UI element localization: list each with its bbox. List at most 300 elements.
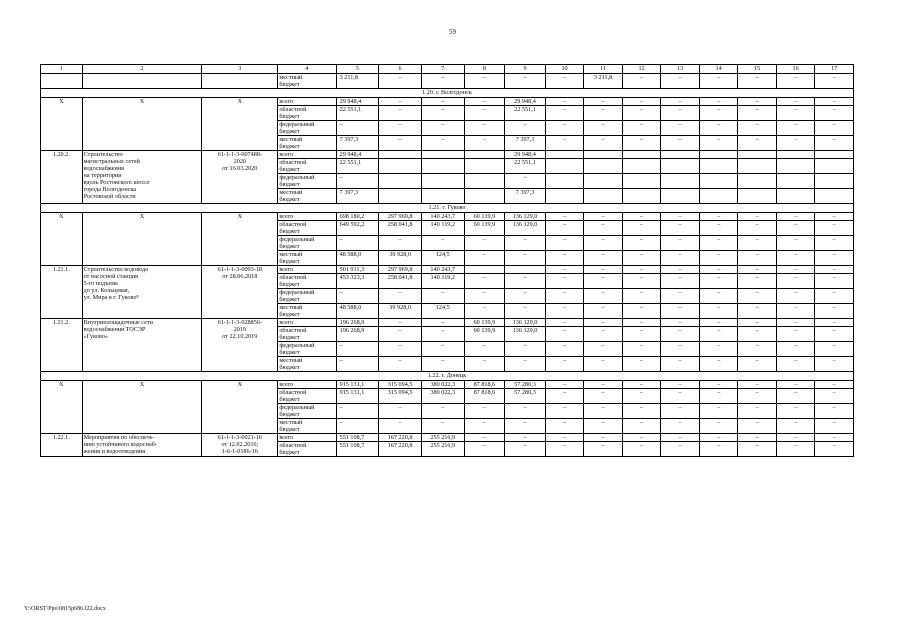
- amount-cell: –: [505, 304, 546, 319]
- funding-type: областной бюджет: [278, 159, 336, 174]
- amount-cell: [379, 159, 422, 174]
- amount-cell: –: [584, 136, 623, 151]
- amount-cell: –: [584, 419, 623, 434]
- amount-cell: [815, 174, 854, 189]
- amount-cell: –: [776, 98, 815, 106]
- amount-cell: 297 969,8: [379, 266, 422, 274]
- amount-cell: –: [661, 289, 700, 304]
- funding-type: всего: [278, 381, 336, 389]
- amount-cell: –: [379, 327, 422, 342]
- amount-cell: 196 268,9: [336, 327, 379, 342]
- amount-cell: –: [815, 442, 854, 457]
- funding-type: местный бюджет: [278, 189, 336, 204]
- amount-cell: [545, 189, 584, 204]
- amount-cell: –: [738, 236, 777, 251]
- amount-cell: –: [699, 327, 738, 342]
- column-number: 13: [661, 65, 700, 74]
- amount-cell: –: [661, 106, 700, 121]
- amount-cell: 48 588,0: [336, 251, 379, 266]
- amount-cell: 140 119,2: [421, 221, 464, 236]
- amount-cell: –: [379, 121, 422, 136]
- amount-cell: [738, 151, 777, 159]
- amount-cell: –: [661, 404, 700, 419]
- funding-type: всего: [278, 213, 336, 221]
- amount-cell: –: [545, 342, 584, 357]
- amount-cell: –: [699, 136, 738, 151]
- amount-cell: [776, 151, 815, 159]
- amount-cell: –: [815, 327, 854, 342]
- amount-cell: –: [815, 221, 854, 236]
- amount-cell: –: [545, 357, 584, 372]
- amount-cell: 136 129,0: [505, 221, 546, 236]
- amount-cell: –: [699, 319, 738, 327]
- amount-cell: –: [464, 434, 505, 442]
- amount-cell: –: [776, 342, 815, 357]
- amount-cell: –: [379, 74, 422, 89]
- amount-cell: –: [815, 319, 854, 327]
- x-marker: X: [82, 213, 202, 266]
- amount-cell: –: [545, 266, 584, 274]
- funding-type: областной бюджет: [278, 442, 336, 457]
- amount-cell: [661, 151, 700, 159]
- amount-cell: –: [464, 357, 505, 372]
- amount-cell: [622, 189, 661, 204]
- amount-cell: [776, 159, 815, 174]
- amount-cell: –: [661, 357, 700, 372]
- amount-cell: –: [661, 136, 700, 151]
- amount-cell: –: [622, 274, 661, 289]
- empty-cell: [41, 74, 83, 89]
- column-number: 17: [815, 65, 854, 74]
- amount-cell: [738, 159, 777, 174]
- amount-cell: 22 551,1: [505, 106, 546, 121]
- amount-cell: 297 969,8: [379, 213, 422, 221]
- amount-cell: 380 022,3: [421, 381, 464, 389]
- empty-cell: [82, 74, 202, 89]
- amount-cell: 258 041,8: [379, 221, 422, 236]
- amount-cell: –: [738, 213, 777, 221]
- empty-cell: [202, 74, 278, 89]
- amount-cell: [421, 189, 464, 204]
- amount-cell: –: [661, 342, 700, 357]
- amount-cell: –: [699, 274, 738, 289]
- amount-cell: 167 220,8: [379, 434, 422, 442]
- amount-cell: –: [776, 136, 815, 151]
- amount-cell: –: [738, 434, 777, 442]
- amount-cell: –: [815, 274, 854, 289]
- amount-cell: –: [622, 442, 661, 457]
- amount-cell: 29 948,4: [505, 151, 546, 159]
- amount-cell: 87 818,6: [464, 381, 505, 389]
- amount-cell: –: [661, 221, 700, 236]
- amount-cell: –: [545, 319, 584, 327]
- amount-cell: 3 211,8: [336, 74, 379, 89]
- amount-cell: –: [661, 121, 700, 136]
- amount-cell: –: [776, 106, 815, 121]
- amount-cell: –: [584, 357, 623, 372]
- amount-cell: –: [464, 342, 505, 357]
- section-total-row: [41, 381, 854, 389]
- amount-cell: 60 139,9: [464, 213, 505, 221]
- amount-cell: [661, 159, 700, 174]
- amount-cell: –: [699, 74, 738, 89]
- amount-cell: –: [622, 419, 661, 434]
- column-number: 3: [202, 65, 278, 74]
- amount-cell: –: [738, 221, 777, 236]
- x-marker: X: [202, 98, 278, 151]
- amount-cell: –: [505, 434, 546, 442]
- funding-type: местный бюджет: [278, 357, 336, 372]
- amount-cell: –: [464, 136, 505, 151]
- carryover-row: [41, 74, 854, 89]
- column-number: 2: [82, 65, 202, 74]
- x-marker: X: [82, 98, 202, 151]
- amount-cell: –: [661, 213, 700, 221]
- amount-cell: –: [622, 389, 661, 404]
- amount-cell: –: [379, 357, 422, 372]
- amount-cell: –: [336, 357, 379, 372]
- amount-cell: –: [545, 419, 584, 434]
- amount-cell: –: [815, 304, 854, 319]
- amount-cell: –: [738, 381, 777, 389]
- column-number: 10: [545, 65, 584, 74]
- amount-cell: –: [545, 434, 584, 442]
- amount-cell: 453 323,3: [336, 274, 379, 289]
- amount-cell: –: [505, 419, 546, 434]
- amount-cell: –: [622, 136, 661, 151]
- amount-cell: –: [584, 327, 623, 342]
- amount-cell: –: [776, 121, 815, 136]
- amount-cell: –: [464, 106, 505, 121]
- amount-cell: 649 592,2: [336, 221, 379, 236]
- funding-type: областной бюджет: [278, 106, 336, 121]
- amount-cell: –: [545, 389, 584, 404]
- amount-cell: –: [776, 327, 815, 342]
- amount-cell: –: [815, 251, 854, 266]
- section-title: 1.22. г. Донецк: [41, 372, 854, 381]
- amount-cell: –: [699, 98, 738, 106]
- x-marker: X: [41, 381, 83, 434]
- amount-cell: –: [622, 404, 661, 419]
- amount-cell: –: [336, 289, 379, 304]
- amount-cell: [464, 151, 505, 159]
- amount-cell: –: [584, 289, 623, 304]
- amount-cell: –: [776, 304, 815, 319]
- section-total-row: [41, 213, 854, 221]
- amount-cell: [699, 174, 738, 189]
- amount-cell: –: [505, 342, 546, 357]
- amount-cell: [421, 174, 464, 189]
- amount-cell: –: [738, 136, 777, 151]
- column-number: 11: [584, 65, 623, 74]
- amount-cell: –: [661, 419, 700, 434]
- amount-cell: [584, 174, 623, 189]
- amount-cell: –: [815, 236, 854, 251]
- section-title-row: [41, 204, 854, 213]
- amount-cell: –: [815, 289, 854, 304]
- amount-cell: –: [699, 304, 738, 319]
- amount-cell: –: [699, 419, 738, 434]
- amount-cell: 258 041,8: [379, 274, 422, 289]
- amount-cell: –: [421, 419, 464, 434]
- section-title-row: [41, 89, 854, 98]
- amount-cell: –: [545, 404, 584, 419]
- funding-type: местный бюджет: [278, 136, 336, 151]
- amount-cell: –: [421, 98, 464, 106]
- funding-type: местный бюджет: [278, 74, 336, 89]
- amount-cell: –: [815, 121, 854, 136]
- amount-cell: –: [421, 289, 464, 304]
- amount-cell: –: [584, 404, 623, 419]
- item-row: [41, 434, 854, 442]
- x-marker: X: [202, 381, 278, 434]
- amount-cell: –: [738, 304, 777, 319]
- amount-cell: –: [505, 442, 546, 457]
- amount-cell: –: [699, 434, 738, 442]
- amount-cell: 551 108,7: [336, 442, 379, 457]
- amount-cell: 255 216,9: [421, 434, 464, 442]
- amount-cell: –: [699, 342, 738, 357]
- amount-cell: –: [738, 342, 777, 357]
- amount-cell: –: [584, 213, 623, 221]
- amount-cell: 136 129,0: [505, 213, 546, 221]
- budget-table: [40, 64, 854, 457]
- amount-cell: –: [379, 136, 422, 151]
- amount-cell: –: [584, 381, 623, 389]
- amount-cell: [661, 189, 700, 204]
- funding-type: федеральный бюджет: [278, 236, 336, 251]
- amount-cell: –: [661, 274, 700, 289]
- amount-cell: –: [505, 236, 546, 251]
- x-marker: X: [82, 381, 202, 434]
- funding-type: всего: [278, 151, 336, 159]
- amount-cell: –: [505, 251, 546, 266]
- amount-cell: 380 022,3: [421, 389, 464, 404]
- amount-cell: 3 211,8: [584, 74, 623, 89]
- item-name: Строительство водовода от насосной станции 5-го подъема до ул. Кольцевая, ул. Мира в г. Гуково⁸: [82, 266, 202, 319]
- amount-cell: –: [379, 342, 422, 357]
- item-name: Мероприятия по обеспече- нию устойчивого водоснаб- жения и водоотведения: [82, 434, 202, 457]
- column-number: 5: [336, 65, 379, 74]
- amount-cell: –: [622, 327, 661, 342]
- amount-cell: 698 180,2: [336, 213, 379, 221]
- amount-cell: 501 911,3: [336, 266, 379, 274]
- item-row: [41, 266, 854, 274]
- amount-cell: 29 948,4: [336, 98, 379, 106]
- amount-cell: –: [776, 389, 815, 404]
- amount-cell: –: [622, 121, 661, 136]
- x-marker: X: [41, 213, 83, 266]
- amount-cell: [584, 159, 623, 174]
- amount-cell: –: [464, 251, 505, 266]
- amount-cell: –: [699, 404, 738, 419]
- amount-cell: –: [776, 221, 815, 236]
- amount-cell: –: [421, 136, 464, 151]
- amount-cell: [379, 174, 422, 189]
- funding-type: федеральный бюджет: [278, 404, 336, 419]
- amount-cell: –: [464, 289, 505, 304]
- amount-cell: [464, 189, 505, 204]
- amount-cell: [622, 151, 661, 159]
- amount-cell: –: [815, 434, 854, 442]
- section-title-row: [41, 372, 854, 381]
- amount-cell: –: [584, 319, 623, 327]
- column-number: 6: [379, 65, 422, 74]
- amount-cell: –: [545, 327, 584, 342]
- column-number: 8: [464, 65, 505, 74]
- amount-cell: –: [622, 98, 661, 106]
- amount-cell: –: [776, 213, 815, 221]
- amount-cell: –: [699, 357, 738, 372]
- amount-cell: –: [776, 251, 815, 266]
- amount-cell: –: [545, 121, 584, 136]
- amount-cell: [464, 266, 505, 274]
- amount-cell: –: [421, 319, 464, 327]
- amount-cell: –: [661, 98, 700, 106]
- amount-cell: –: [738, 442, 777, 457]
- amount-cell: [699, 151, 738, 159]
- amount-cell: –: [505, 404, 546, 419]
- amount-cell: –: [421, 236, 464, 251]
- funding-type: областной бюджет: [278, 389, 336, 404]
- amount-cell: –: [336, 404, 379, 419]
- amount-cell: 22 551,1: [336, 159, 379, 174]
- amount-cell: –: [661, 251, 700, 266]
- amount-cell: –: [815, 389, 854, 404]
- amount-cell: –: [464, 404, 505, 419]
- amount-cell: –: [545, 304, 584, 319]
- amount-cell: –: [622, 342, 661, 357]
- amount-cell: –: [661, 327, 700, 342]
- amount-cell: [379, 189, 422, 204]
- amount-cell: –: [505, 357, 546, 372]
- amount-cell: –: [815, 342, 854, 357]
- amount-cell: –: [505, 274, 546, 289]
- amount-cell: –: [738, 389, 777, 404]
- amount-cell: 48 588,0: [336, 304, 379, 319]
- amount-cell: –: [336, 174, 379, 189]
- amount-cell: 87 818,6: [464, 389, 505, 404]
- amount-cell: –: [815, 357, 854, 372]
- amount-cell: 22 551,1: [505, 159, 546, 174]
- amount-cell: –: [464, 304, 505, 319]
- section-title: 1.21. г. Гуково: [41, 204, 854, 213]
- column-number: 15: [738, 65, 777, 74]
- amount-cell: –: [815, 74, 854, 89]
- amount-cell: 315 094,5: [379, 381, 422, 389]
- amount-cell: –: [464, 274, 505, 289]
- amount-cell: –: [815, 266, 854, 274]
- amount-cell: [545, 174, 584, 189]
- funding-type: местный бюджет: [278, 304, 336, 319]
- amount-cell: [545, 151, 584, 159]
- amount-cell: [661, 174, 700, 189]
- amount-cell: –: [661, 434, 700, 442]
- amount-cell: 136 129,0: [505, 327, 546, 342]
- amount-cell: –: [661, 236, 700, 251]
- amount-cell: 551 108,7: [336, 434, 379, 442]
- funding-type: областной бюджет: [278, 327, 336, 342]
- amount-cell: [379, 151, 422, 159]
- amount-cell: –: [776, 74, 815, 89]
- x-marker: X: [41, 98, 83, 151]
- funding-type: областной бюджет: [278, 274, 336, 289]
- amount-cell: –: [505, 74, 546, 89]
- amount-cell: –: [699, 389, 738, 404]
- funding-type: федеральный бюджет: [278, 289, 336, 304]
- amount-cell: –: [776, 419, 815, 434]
- amount-cell: –: [776, 274, 815, 289]
- amount-cell: –: [815, 404, 854, 419]
- amount-cell: [815, 159, 854, 174]
- item-expertise-code: 61-1-1-3-028856- 2019 от 22.10.2019: [202, 319, 278, 372]
- amount-cell: –: [815, 419, 854, 434]
- amount-cell: –: [336, 419, 379, 434]
- amount-cell: –: [545, 98, 584, 106]
- amount-cell: –: [661, 266, 700, 274]
- amount-cell: 7 397,3: [336, 136, 379, 151]
- amount-cell: –: [545, 289, 584, 304]
- amount-cell: –: [421, 121, 464, 136]
- amount-cell: –: [584, 442, 623, 457]
- amount-cell: –: [505, 174, 546, 189]
- column-number: 14: [699, 65, 738, 74]
- amount-cell: 22 551,1: [336, 106, 379, 121]
- column-number: 9: [505, 65, 546, 74]
- amount-cell: 60 139,9: [464, 319, 505, 327]
- amount-cell: –: [421, 327, 464, 342]
- amount-cell: –: [738, 266, 777, 274]
- funding-type: федеральный бюджет: [278, 121, 336, 136]
- amount-cell: –: [584, 221, 623, 236]
- amount-cell: –: [661, 74, 700, 89]
- x-marker: X: [202, 213, 278, 266]
- amount-cell: –: [464, 236, 505, 251]
- amount-cell: –: [622, 266, 661, 274]
- amount-cell: 124,5: [421, 304, 464, 319]
- amount-cell: 60 139,9: [464, 221, 505, 236]
- amount-cell: –: [421, 74, 464, 89]
- amount-cell: 29 948,4: [505, 98, 546, 106]
- amount-cell: –: [815, 106, 854, 121]
- section-title: 1.20. г. Волгодонск: [41, 89, 854, 98]
- amount-cell: –: [379, 106, 422, 121]
- amount-cell: 140 243,7: [421, 213, 464, 221]
- amount-cell: –: [699, 221, 738, 236]
- funding-type: всего: [278, 434, 336, 442]
- amount-cell: [584, 189, 623, 204]
- amount-cell: 60 139,9: [464, 327, 505, 342]
- amount-cell: –: [545, 136, 584, 151]
- amount-cell: –: [622, 381, 661, 389]
- amount-cell: –: [699, 381, 738, 389]
- amount-cell: –: [379, 319, 422, 327]
- amount-cell: –: [545, 221, 584, 236]
- amount-cell: –: [738, 121, 777, 136]
- amount-cell: –: [584, 434, 623, 442]
- amount-cell: [505, 266, 546, 274]
- amount-cell: 167 220,8: [379, 442, 422, 457]
- amount-cell: [464, 174, 505, 189]
- amount-cell: –: [622, 251, 661, 266]
- amount-cell: [545, 159, 584, 174]
- amount-cell: –: [699, 213, 738, 221]
- amount-cell: –: [699, 266, 738, 274]
- amount-cell: 7 397,3: [505, 136, 546, 151]
- amount-cell: –: [584, 106, 623, 121]
- amount-cell: –: [738, 357, 777, 372]
- amount-cell: [464, 159, 505, 174]
